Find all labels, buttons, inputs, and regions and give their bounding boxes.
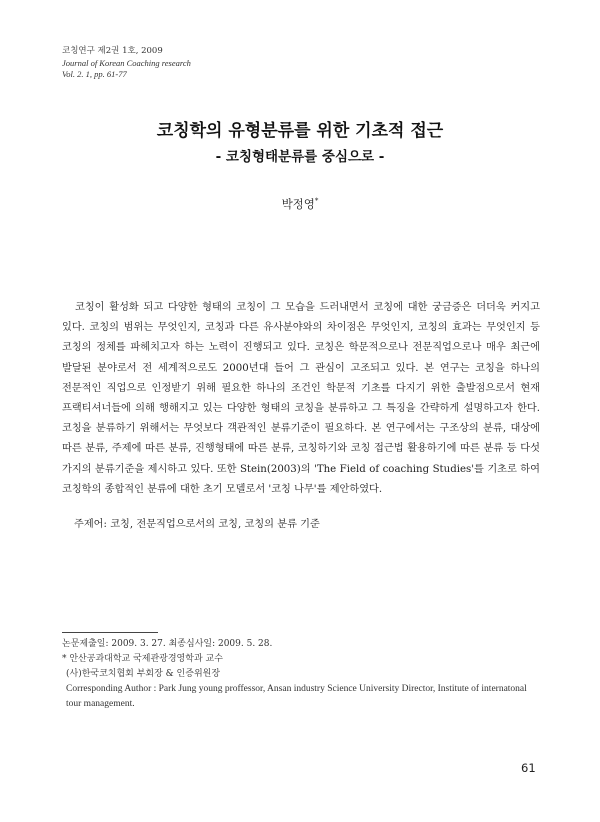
footnotes <box>62 637 542 712</box>
author <box>0 196 600 212</box>
footnote-corresponding-author: Corresponding Author : Park Jung young proffessor, Ansan industry Science University Director, Institute of internatonal tour management. <box>66 684 527 709</box>
journal-korean-line: 코칭연구 제2권 1호, 2009 <box>62 46 163 56</box>
journal-volume-pages: Vol. 2. 1, pp. 61-77 <box>62 69 127 79</box>
footnote-affiliation-2: (사)한국코치협회 부회장 & 인증위원장 <box>66 669 221 679</box>
footnote-affiliation-1: * 안산공과대학교 국제관광경영학과 교수 <box>62 654 223 664</box>
author-name: 박정영 <box>281 197 315 211</box>
abstract-text: 코칭이 활성화 되고 다양한 형태의 코칭이 그 모습을 드러내면서 코칭에 대한 궁금증은 더더욱 커지고 있다. 코칭의 범위는 무엇인지, 코칭과 다른 유사분야와의 차이점은 무엇인지, 코칭의 효과는 무엇인지 등 코칭의 정체를 파헤치고자 하는 노력이 진행되고 있다. 코칭은 학문적으로나 전문직업으로나 매우 최근에 발달된 분야로서 전 세계적으로도 2000년대 들어 그 관심이 고조되고 있다. 본 연구는 코칭을 하나의 전문적인 직업으로 인정받기 위해 필요한 하나의 조건인 학문적 기초를 다지기 위한 출발점으로서 현재 프랙티셔너들에 의해 행해지고 있는 다양한 형태의 코칭을 분류하고 그 특징을 간략하게 설명하고자 한다. 코칭을 분류하기 위해서는 무엇보다 객관적인 분류기준이 필요하다. 본 연구에서는 구조상의 분류, 대상에 따른 분류, 주제에 따른 분류, 진행형태에 따른 분류, 코칭하기와 코칭 접근법 활용하기에 따른 분류 등 다섯 가지의 분류기준을 제시하고 있다. 또한 Stein(2003)의 'The Field of coaching Studies'를 기초로 하여 코칭학의 종합적인 분류에 대한 초기 모델로서 '코칭 나무'를 제안하였다. <box>62 302 540 495</box>
paper-title: 코칭학의 유형분류를 위한 기초적 접근 <box>156 121 444 141</box>
page-number: 61 <box>521 761 536 775</box>
footnote-dates: 논문제출일: 2009. 3. 27. 최종심사일: 2009. 5. 28. <box>62 639 273 649</box>
journal-header <box>62 46 191 81</box>
journal-english-name: Journal of Korean Coaching research <box>62 57 191 68</box>
author-footnote-mark: * <box>314 197 319 206</box>
keywords: 주제어: 코칭, 전문직업으로서의 코칭, 코칭의 분류 기준 <box>74 519 320 530</box>
paper-subtitle: - 코칭형태분류를 중심으로 - <box>215 149 385 165</box>
footnote-divider <box>62 632 158 633</box>
